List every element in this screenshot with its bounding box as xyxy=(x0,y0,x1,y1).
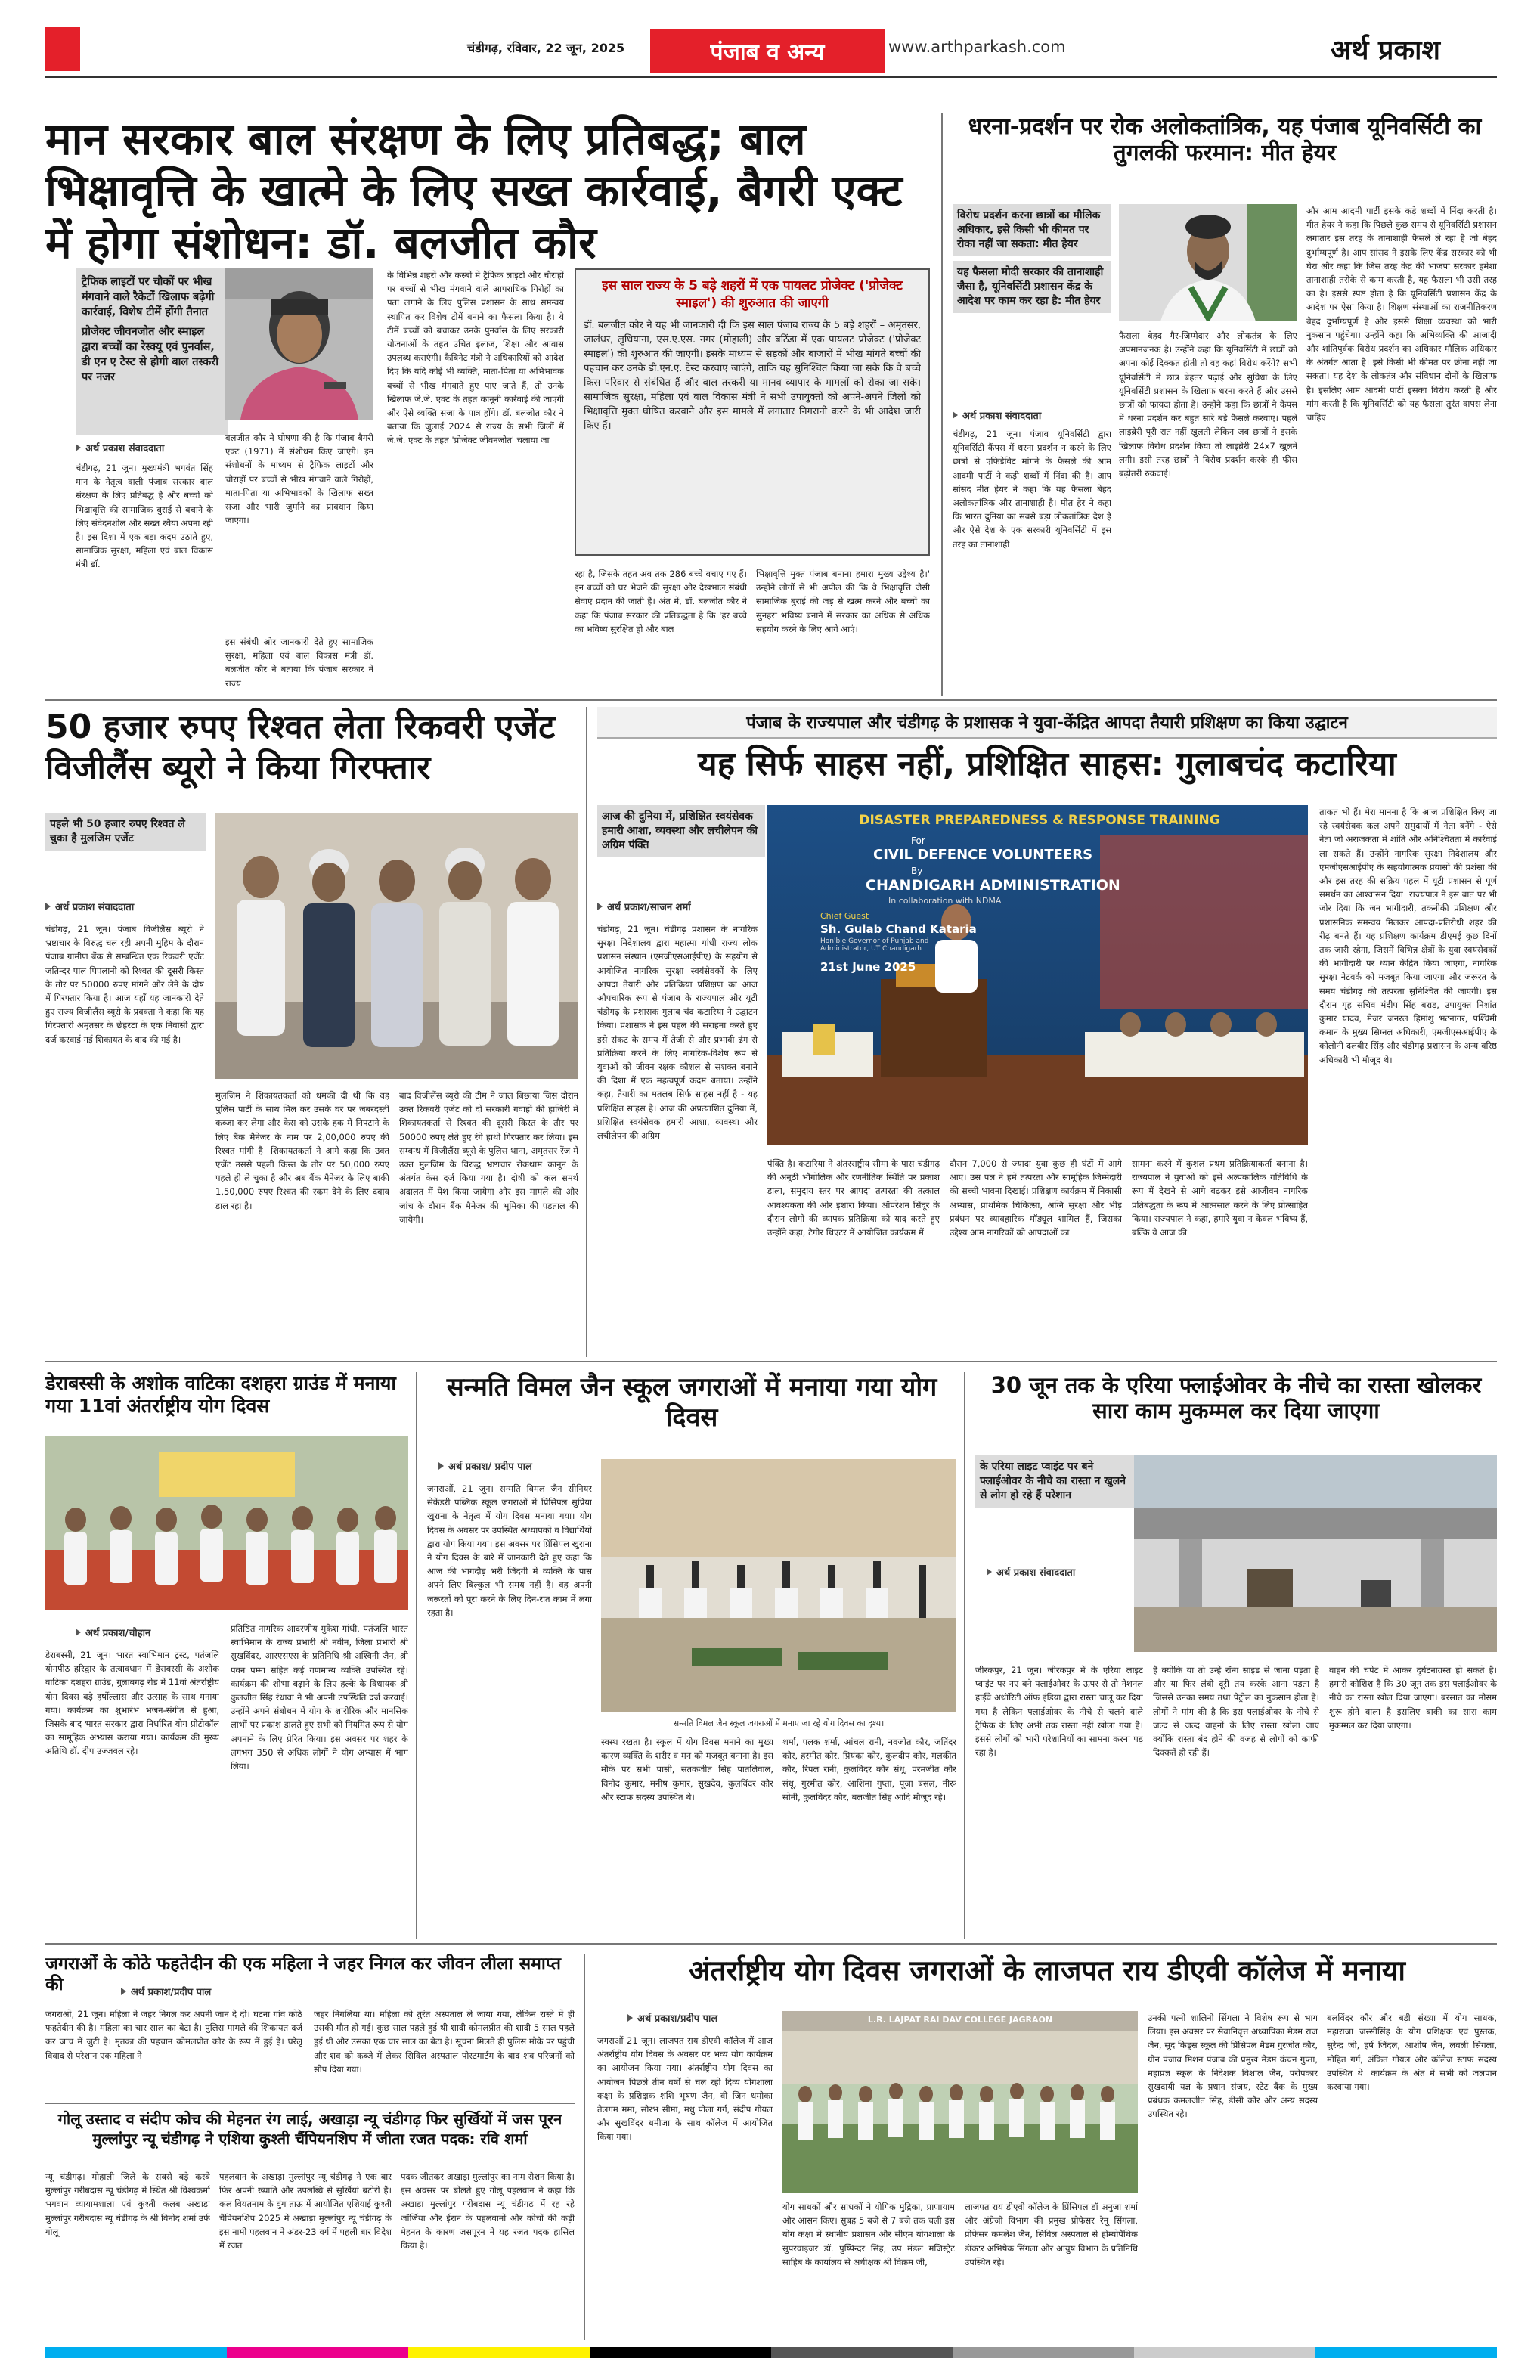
dav-col3: लाजपत राय डीएवी कॉलेज के प्रिंसिपल डॉ अनुजा शर्मा और अंग्रेजी विभाग की प्रमुख प्रोफेसर रेनू सिंगला, प्रोफेसर कमलेश जैन, सिविल अस्पताल से होम्योपैथिक डॉक्टर अभिषेक सिंगला और आयुष विभाग के प्रतिनिधि उपस्थित रहे। xyxy=(965,2202,1138,2267)
wrestle-col2: पहलवान के अखाड़ा मुल्लांपुर न्यू चंडीगढ़ ने एक बार फिर अपनी ख्याति और उपलब्धि से सुर्खियां बटोरी हैं। कल वियतनाम के वुंग ताऊ में आयोजित एशियाई कुश्ती चैंपियनशिप 2025 में अखाड़ा मुल्लांपुर न्यू चंडीगढ़ के इस नामी पहलवान ने अंडर-23 वर्ग में पहली बार विदेश में रजत xyxy=(219,2171,392,2251)
section-tab xyxy=(650,29,885,73)
stage-backdrop-role: Hon'ble Governor of Punjab and Administrator, UT Chandigarh xyxy=(820,937,929,953)
lead-pull-body: डॉ. बलजीत कौर ने यह भी जानकारी दी कि इस साल पंजाब राज्य के 5 बड़े शहरों – अमृतसर, जालंधर, लुधियाना, एस.ए.एस. नगर (मोहाली) और बठिंडा में एक पायलट प्रोजेक्ट ('प्रोजेक्ट स्माइल') की शुरुआत की जाएगी। इसके माध्यम से सड़कों और बाजारों में भीख मांगते बच्चों की पहचान कर उनके डी.एन.ए. टेस्ट करवाए जाएंगे, ताकि यह सुनिश्चित किया जा सके कि वे बच्चे किस परिवार से संबंधित हैं और बाल तस्करी या मानव व्यापार के मामलों को रोका जा सके। सामाजिक सुरक्षा, महिला एवं बाल विकास मंत्री ने सभी उपायुक्तों को अपने-अपने जिलों को भिक्षावृत्ति मुक्त घोषित करवाने और इस मामले में लगातार निगरानी करने के भी आदेश जारी किए हैं। xyxy=(584,320,921,432)
dav-col5: बलविंदर कौर और बड़ी संख्या में योग साधक, महाराजा जस्सीसिंह के योग प्रशिक्षक एवं पुस्तक, सुरेन्द्र जी, हर्ष जिंदल, आशीष जैन, लवली सिंगला, मोहित गर्ग, अंकित गोयल और कॉलेज स्टाफ सदस्य उपस्थित थे। कार्यक्रम के अंत में सभी को जलपान करवाया गया। xyxy=(1327,2013,1497,2093)
person-1 xyxy=(237,856,285,1036)
horizontal-rule-3 xyxy=(45,1943,1497,1945)
horizontal-rule-2 xyxy=(45,1361,1497,1362)
disaster-banner xyxy=(597,707,1497,739)
wrestle-col3: पदक जीतकर अखाड़ा मुल्लांपुर का नाम रोशन किया है। इस अवसर पर बोलते हुए गोलू पहलवान ने कहा कि अखाड़ा मुल्लांपुर गरीबदास न्यू चंडीगढ़ में रह रहे जॉर्जिया और ईरान के पहलवानों और कोचों की कड़ी मेहनत के कारण जसपूरन ने यह रजत पदक हासिल किया है। xyxy=(401,2171,575,2251)
sanmati-col2: स्वस्थ रखता है। स्कूल में योग दिवस मनाने का मुख्य कारण व्यक्ति के शरीर व मन को मजबूत बनाना है। इस मौके पर सभी पासी, सतकजीत सिंह पातलिवाल, विनोद कुमार, मनीष कुमार, सुखदेव, कुलविंदर कौर और स्टाफ सदस्य उपस्थित थे। xyxy=(601,1737,773,1802)
disaster-col4: सामना करने में कुशल प्रथम प्रतिक्रियाकर्ता बनाना है। राज्यपाल ने युवाओं को इसे अल्पकालिक गतिविधि के रूप में देखने से आगे बढ़कर इसे आजीवन नागरिक प्रतिबद्धता के रूप में आत्मसात करने के लिए प्रोत्साहित किया। राज्यपाल ने कहा, हमारे युवा न केवल भविष्य हैं, बल्कि वे आज की xyxy=(1132,1158,1308,1238)
color-swatch xyxy=(408,2347,590,2358)
disaster-byline: अर्थ प्रकाश/साजन शर्मा xyxy=(597,900,691,913)
death-col2: जहर निगलिया था। महिला को तुरंत अस्पताल ले जाया गया, लेकिन रास्ते में ही उसकी मौत हो गई। कुछ साल पहले हुई थी शादी कोमलप्रीत की शादी 5 साल पहले हुई थी और उसका एक चार साल का बेटा है। सूचना मिलते ही पुलिस मौके पर पहुंची और शव को कब्जे में लेकर सिविल अस्पताल पोस्टमार्टम के बाद शव परिजनों को सौंप दिया गया। xyxy=(314,2009,575,2075)
bribe-byline: अर्थ प्रकाश संवाददाता xyxy=(45,900,134,913)
lead-col4: रहा है, जिसके तहत अब तक 286 बच्चे बचाए गए हैं। इन बच्चों को घर भेजने की सुरक्षा और देखभाल संबंधी सेवाएं प्रदान की जाती हैं। अंत में, डॉ. बलजीत कौर ने कहा कि पंजाब सरकार की प्रतिबद्धता है कि 'हर बच्चे का भविष्य सुरक्षित हो और बाल xyxy=(575,569,747,634)
vertical-divider-3 xyxy=(416,1372,417,1939)
stage-backdrop-by: By xyxy=(911,866,923,876)
pu-box1: विरोध प्रदर्शन करना छात्रों का मौलिक अधिकार, इसे किसी भी कीमत पर रोका नहीं जा सकता: मीत हेयर xyxy=(953,204,1111,256)
death-col1: जगराओं, 21 जून। महिला ने जहर निगल कर अपनी जान दे दी। घटना गांव कोठे फहतेदीन की है। महिला का चार साल का बेटा है। पुलिस मामले की शिकायत दर्ज कर जांच में जुटी है। मृतका की पहचान कोमलप्रीत कौर के रूप में हुई है। घरेलू विवाद से परेशान एक महिला ने xyxy=(45,2009,302,2061)
stage-backdrop-name: Sh. Gulab Chand Kataria xyxy=(820,922,977,936)
lead-highlight-1: ट्रैफिक लाइटों पर चौकों पर भीख मंगवाने वाले रैकेटों खिलाफ बढ़ेगी कार्रवाई, विशेष टीमें होंगी तैनात xyxy=(82,276,215,318)
sanmati-byline: अर्थ प्रकाश/ प्रदीप पाल xyxy=(438,1459,532,1473)
color-swatch xyxy=(590,2347,771,2358)
pu-col-a: और आम आदमी पार्टी इसके कड़े शब्दों में निंदा करती है। मीत हेयर ने कहा कि पिछले कुछ समय से यूनिवर्सिटी प्रशासन लगातार इस तरह के तानाशाही फैसले ले रहा है जो बेहद दुर्भाग्यपूर्ण है। आप सांसद ने इसके लिए केंद्र सरकार को भी घेरा और कहा कि जिस तरह केंद्र की भाजपा सरकार हमेशा तानाशाही तरीके से काम करती है, यह फैसला भी उसी तरह का है। इससे स्पष्ट होता है कि यूनिवर्सिटी प्रशासन केंद्र के आदेश पर ऐसा किया है। शिक्षण संस्थाओं का राजनीतिकरण बेहद दुर्भाग्यपूर्ण है और इससे शिक्षा व्यवस्था को भारी नुकसान पहुंचेगा। उन्होंने कहा कि अभिव्यक्ति की आजादी और शांतिपूर्वक विरोध प्रदर्शन का अधिकार मौलिक अधिकार के अंतर्गत आता है। इसे किसी भी कीमत पर छीना नहीं जा सकता। यह देश के लोकतंत्र और संविधान दोनों के खिलाफ है। इसलिए आम आदमी पार्टी इसका विरोध करती है और मांग करती है कि यूनिवर्सिटी को यह फैसला तुरंत वापस लेना चाहिए। xyxy=(1306,206,1497,423)
flyover-col2: है क्योंकि या तो उन्हें रॉन्ग साइड से जाना पड़ता है और या फिर लंबी दूरी तय करके आना पड़ता है जिससे उनका समय तथा पेट्रोल का नुकसान होता है। लोगों ने मांग की है कि इस फ्लाईओवर के नीचे से जल्द से जल्द वाहनों के लिए रास्ता खोला जाए क्योंकि रास्ता बंद होने की वजह से लोगों को काफी दिक्कतें हो रही हैं। xyxy=(1153,1665,1319,1759)
stage-backdrop-title: DISASTER PREPAREDNESS & RESPONSE TRAINING xyxy=(859,813,1220,828)
dera-headline: डेराबस्सी के अशोक वाटिका दशहरा ग्राउंड में मनाया गया 11वां अंतर्राष्ट्रीय योग दिवस xyxy=(45,1372,396,1417)
color-swatch xyxy=(771,2347,953,2358)
pu-headline: धरना-प्रदर्शन पर रोक अलोकतांत्रिक, यह पंजाब यूनिवर्सिटी का तुगलकी फरमान: मीत हेयर xyxy=(968,113,1482,167)
corner-red-block xyxy=(45,27,80,71)
stage-backdrop-for: For xyxy=(911,835,925,846)
pu-col-c: चंडीगढ़, 21 जून। पंजाब यूनिवर्सिटी द्वारा यूनिवर्सिटी कैंपस में धरना प्रदर्शन न करने के लिए छात्रों से एफिडेविट मांगने के फैसले की आम आदमी पार्टी ने कड़ी शब्दों में निंदा की है। आप सांसद मीत हेयर ने कहा कि यह फैसला बेहद अलोकतांत्रिक और तानाशाही है। मीत हेर ने कहा कि भारत दुनिया का सबसे बड़ा लोकतांत्रिक देश है और ऐसे देश के एक सरकारी यूनिवर्सिटी में इस तरह का तानाशाही xyxy=(953,429,1111,550)
section-tab-label: पंजाब व अन्य xyxy=(710,39,825,66)
pu-byline: अर्थ प्रकाश संवाददाता xyxy=(953,408,1041,422)
dera-col1: डेराबस्सी, 21 जून। भारत स्वाभिमान ट्रस्ट, पतंजलि योगपीठ हरिद्वार के तत्वावधान में डेराबस्सी के अशोक वाटिका दशहरा ग्राउंड, गुलाबगढ़ रोड में 11वां अंतर्राष्ट्रीय योग दिवस बड़े हर्षोल्लास और उत्साह के साथ मनाया गया। कार्यक्रम का शुभारंभ भजन-संगीत से हुआ, जिसके बाद भारत सरकार द्वारा निर्धारित योग प्रोटोकॉल का सामूहिक अभ्यास कराया गया। कार्यक्रम की मुख्य अतिथि डॉ. दीप उज्जवल रहे। xyxy=(45,1650,219,1757)
flyover-byline: अर्थ प्रकाश संवाददाता xyxy=(987,1565,1075,1579)
stage-backdrop-line2: CHANDIGARH ADMINISTRATION xyxy=(866,877,1120,894)
vertical-divider-5 xyxy=(584,1954,585,2340)
dav-yoga-photo xyxy=(782,2011,1138,2193)
pu-portrait-photo xyxy=(1119,204,1297,321)
disaster-banner-text: पंजाब के राज्यपाल और चंडीगढ़ के प्रशासक ने युवा-केंद्रित आपदा तैयारी प्रशिक्षण का किया उद्घाटन xyxy=(746,714,1348,733)
dav-col4: उनकी पत्नी शालिनी सिंगला ने विशेष रूप से भाग लिया। इस अवसर पर सेवानिवृत्त अध्यापिका मैडम राज जैन, सूद किड्स स्कूल की प्रिंसिपल मैडम गुरजीत कौर, ग्रीन पंजाब मिशन पंजाब की प्रमुख मैडम कंचन गुप्ता, महाप्रज्ञ स्कूल के निदेशक विशाल जैन, परोपकार सुखदायी यज्ञ के प्रधान संजय, स्टेट बैंक के मुख्य प्रबंधक कमलजीत सिंह, डीसी कौर और अन्य सदस्य उपस्थित रहे। xyxy=(1148,2013,1318,2120)
flyover-col1: जीरकपुर, 21 जून। जीरकपुर में के एरिया लाइट प्वाइंट पर नए बने फ्लाईओवर के ऊपर से तो नेशनल हाईवे अथॉरिटी ऑफ इंडिया द्वारा रास्ता चालू कर दिया गया है लेकिन फ्लाईओवर के नीचे से चलने वाले ट्रैफिक के लिए अभी तक रास्ता नहीं खोला गया है। इससे लोगों को भारी परेशानियों का सामना करना पड़ रहा है। xyxy=(975,1665,1143,1759)
color-swatch xyxy=(953,2347,1134,2358)
color-swatch xyxy=(227,2347,408,2358)
death-headline: जगराओं के कोठे फहतेदीन की एक महिला ने जहर निगल कर जीवन लीला समाप्त की xyxy=(45,1954,562,1995)
lead-col1: चंडीगढ़, 21 जून। मुख्यमंत्री भगवंत सिंह मान के नेतृत्व वाली पंजाब सरकार बाल संरक्षण के लिए प्रतिबद्ध है और बच्चों को भिक्षावृत्ति की सामाजिक बुराई से बचाने के लिए संवेदनशील और सख्त रवैया अपना रही है। इस दिशा में एक बड़ा कदम उठाते हुए, सामाजिक सुरक्षा, महिला एवं बाल विकास मंत्री डॉ. xyxy=(76,463,213,570)
flyover-col3: वाहन की चपेट में आकर दुर्घटनाग्रस्त हो सकते हैं। हमारी कोशिश है कि 30 जून तक इस फ्लाईओवर के नीचे का रास्ता खोल दिया जाएगा। बरसात का मौसम शुरू होने वाला है इसलिए बाकी का सारा काम मुकम्मल कर दिया जाएगा। xyxy=(1329,1665,1497,1731)
masthead-site[interactable]: www.arthparkash.com xyxy=(888,38,1066,56)
pu-quote-box xyxy=(953,204,1111,393)
lead-photo-caption: बलजीत कौर ने घोषणा की है कि पंजाब बैगरी एक्ट (1971) में संशोधन किए जाएंगे। इन संशोधनों के माध्यम से ट्रैफिक लाइटों और चौराहों पर बच्चों से भीख मंगवाने वाले गिरोहों, माता-पिता या अभिभावकों के खिलाफ सख्त सजा और भारी जुर्माने का प्रावधान किया जाएगा। xyxy=(225,432,373,526)
sanmati-yoga-photo xyxy=(601,1459,956,1712)
disaster-headline: यह सिर्फ साहस नहीं, प्रशिक्षित साहस: गुलाबचंद कटारिया xyxy=(698,745,1396,783)
disaster-col2: पंक्ति है। कटारिया ने अंतरराष्ट्रीय सीमा के पास चंडीगढ़ की अनूठी भौगोलिक और रणनीतिक स्थिति पर प्रकाश डाला, समुदाय स्तर पर आपदा तत्परता की तत्काल आवश्यकता की ओर इशारा किया। ऑपरेशन सिंदूर के दौरान लोगों की व्यापक प्रतिक्रिया को याद करते हुए उन्होंने कहा, टैगोर थिएटर में आयोजित कार्यक्रम में xyxy=(767,1158,940,1238)
lead-byline: अर्थ प्रकाश संवाददाता xyxy=(76,441,164,454)
sanmati-col1: जगराओं, 21 जून। सन्मति विमल जैन सीनियर सेकेंडरी पब्लिक स्कूल जगराओं में प्रिंसिपल सुप्रिया खुराना के नेतृत्व में योग दिवस मनाया गया। योग दिवस के अवसर पर उपस्थित अध्यापकों व विद्यार्थियों द्वारा योग किया गया। इस अवसर पर प्रिंसिपल खुराना ने योग दिवस के बारे में जानकारी देते हुए कहा कि आज की भागदौड़ भरी जिंदगी में व्यक्ति के पास अपने लिए बिल्कुल भी समय नहीं है। वह अपनी जरूरतों को पूरा करने के लिए दिन-रात काम में लगा रहता है। xyxy=(427,1483,592,1618)
bribe-group-photo xyxy=(215,813,578,1079)
bribe-col2: मुलजिम ने शिकायतकर्ता को धमकी दी थी कि वह पुलिस पार्टी के साथ मिल कर उसके घर पर जबरदस्ती कब्जा कर लेगा और केस को उसके हक में निपटाने के लिए बैंक मैनेजर के नाम पर 2,00,000 रुपए की रिश्वत मांगी है। शिकायतकर्ता ने आगे कहा कि उक्त एजेंट उससे पहली किस्त के तौर पर 50,000 रुपए पहले ही ले चुका है और अब बैंक मैनेजर के लिए बाकी 1,50,000 रुपए रिश्वत की रकम देने के लिए दबाव डाल रहा है। xyxy=(215,1090,389,1211)
lead-headline: मान सरकार बाल संरक्षण के लिए प्रतिबद्ध; बाल भिक्षावृत्ति के खात्मे के लिए सख्त कार्रवाई, बैगरी एक्ट में होगा संशोधन: डॉ. बलजीत कौर xyxy=(45,113,903,268)
stage-backdrop-guest: Chief Guest xyxy=(820,911,869,921)
disaster-stage-photo xyxy=(767,805,1308,1145)
stage-backdrop-collab: In collaboration with NDMA xyxy=(888,896,1002,906)
wrestle-col1: न्यू चंडीगढ़। मोहाली जिले के सबसे बड़े कस्बे मुल्लांपुर गरीबदास न्यू चंडीगढ़ में स्थित श्री विश्वकर्मा भगवान व्यायामशाला एवं कुश्ती कलब अखाड़ा मुल्लांपुर गरीबदास न्यू चंडीगढ़ के श्री विनोद शर्मा उर्फ गोलू xyxy=(45,2171,210,2237)
pu-col-b: फैसला बेहद गैर-जिम्मेदार और लोकतंत्र के लिए अपमानजनक है। उन्होंने कहा कि यूनिवर्सिटी में छात्रों को अपना कोई दिक्कत होती तो वह कहां विरोध करेंगे? सभी यूनिवर्सिटी में छात्र बेहतर पढ़ाई और सुविधा के लिए यूनिवर्सिटी प्रशासन के खिलाफ धरना करते हैं और उससे छात्रों को फायदा होता है। उन्होंने कहा कि छात्रों ने कैंपस में धरना प्रदर्शन कर बहुत सारे बड़े फैसले करवाए। पहले लाइब्रेरी पूरी रात नहीं खुलती लेकिन जब छात्रों ने इसके खिलाफ विरोध प्रदर्शन किया तो लाइब्रेरी 24x7 खुलने लगी। इसी तरह छात्रों ने विरोध प्रदर्शन करके ही फीस बढ़ोतरी रुकवाई। xyxy=(1119,330,1297,479)
bribe-col3: बाद विजीलैंस ब्यूरो की टीम ने जाल बिछाया जिस दौरान उक्त रिकवरी एजेंट को दो सरकारी गवाहों की हाजिरी में शिकायतकर्ता से रिश्वत की दूसरी किस्त के तौर पर 50000 रुपए लेते हुए रंगे हाथों गिरफ्तार कर लिया। इस सम्बन्ध में विजीलैंस ब्यूरो के पुलिस थाना, अमृतसर रेंज में उक्त मुलजिम के विरुद्ध भ्रष्टाचार रोकथाम कानून के अंतर्गत केस दर्ज किया गया है। दोषी को कल समर्थ अदालत में पेश किया जायेगा और इस मामले की और जांच के दौरान बैंक मैनेजर की भूमिका की पड़ताल की जायेगी। xyxy=(399,1090,578,1225)
lead-pull-box xyxy=(575,268,930,556)
stage-backdrop-line1: CIVIL DEFENCE VOLUNTEERS xyxy=(873,847,1093,863)
bribe-col1: चंडीगढ़, 21 जून। पंजाब विजीलैंस ब्यूरो ने भ्रष्टाचार के विरुद्ध चल रही अपनी मुहिम के दौरान पंजाब ग्रामीण बैंक से सम्बन्धित एक रिकवरी एजेंट जतिन्दर पाल पिपलानी को रिश्वत की दूसरी किस्त के तौर पर 50000 रुपए मांगने और लेने के दोष में गिरफ्तार किया है। आज यहाँ यह जानकारी देते हुए राज्य विजीलैंस ब्यूरो के प्रवक्ता ने कहा कि यह गिरफ्तारी अमृतसर के छेहरटा के एक निवासी द्वारा दर्ज करवाई गई शिकायत के बाद की गई है। xyxy=(45,924,204,1045)
sanmati-col3: शर्मा, पलक शर्मा, आंचल रानी, नवजोत कौर, जतिंदर कौर, हरमीत कौर, प्रियंका कौर, कुलदीप कौर, मलकीत कौर, रिंपल रानी, कुलविंदर कौर संधू, परमजीत कौर संधू, गुरमीत कौर, आशिमा गुप्ता, पूजा बंसल, नीरू सोनी, कुलविंदर कौर, बलजीत सिंह आदि मौजूद रहे। xyxy=(782,1737,956,1802)
masthead-paper-name: अर्थ प्रकाश xyxy=(1331,35,1440,66)
lead-pull-title: इस साल राज्य के 5 बड़े शहरों में एक पायलट प्रोजेक्ट ('प्रोजेक्ट स्माइल') की शुरुआत की जाएगी xyxy=(602,278,903,311)
print-color-bar xyxy=(45,2347,1497,2358)
dav-col1: जगराओं 21 जून। लाजपत राय डीएवी कॉलेज में आज अंतर्राष्ट्रीय योग दिवस के अवसर पर भव्य योग कार्यक्रम का आयोजन किया गया। अंतर्राष्ट्रीय योग दिवस का आयोजन पिछले तीन वर्षों से चल रही दिव्य योगशाला कक्षा के प्रशिक्षक शशि भूषण जैन, वी जिन धमोका तेलगम ममा, सौरभ सीमा, मधु पोला गर्ग, संदीप गोयल और सुखविंदर धमीजा के साथ कॉलेज में आयोजित किया गया। xyxy=(597,2035,773,2143)
lead-col5: भिक्षावृत्ति मुक्त पंजाब बनाना हमारा मुख्य उद्देश्य है।' उन्होंने लोगों से भी अपील की कि वे भिक्षावृत्ति जैसी सामाजिक बुराई की जड़ से खत्म करने और बच्चों का सुनहरा भविष्य बनाने में सरकार का अधिक से अधिक सहयोग करने के लिए आगे आएं। xyxy=(756,569,930,634)
vertical-divider-4 xyxy=(964,1372,965,1939)
vertical-divider-2 xyxy=(586,707,587,1357)
sanmati-headline: सन्मति विमल जैन स्कूल जगराओं में मनाया गया योग दिवस xyxy=(446,1372,937,1433)
color-swatch xyxy=(1134,2347,1315,2358)
lead-col2: इस संबंधी ओर जानकारी देते हुए सामाजिक सुरक्षा, महिला एवं बाल विकास मंत्री डॉ. बलजीत कौर ने बताया कि पंजाब सरकार ने राज्य xyxy=(225,637,373,688)
flyover-road-photo xyxy=(1134,1455,1497,1652)
dav-col2: योग साधकों और साधकों ने योगिक मुद्रिका, प्राणायाम और आसन किए। सुबह 5 बजे से 7 बजे तक चली इस योग कक्षा में स्थानीय प्रशासन और सीएम योगशाला के सुपरवाइजर डॉ. पुष्पिन्दर सिंह, उप मंडल मजिस्ट्रेट साहिब के कार्यालय से अधीक्षक श्री विक्रम जी, xyxy=(782,2202,955,2267)
dav-headline: अंतर्राष्ट्रीय योग दिवस जगराओं के लाजपत राय डीएवी कॉलेज में मनाया xyxy=(689,1954,1405,1987)
disaster-col1: चंडीगढ़, 21 जून। चंडीगढ़ प्रशासन के नागरिक सुरक्षा निदेशालय द्वारा महात्मा गांधी राज्य लोक प्रशासन संस्थान (एमजीएसआईपीए) के सहयोग से आयोजित नागरिक सुरक्षा स्वयंसेवकों के लिए आपदा तैयारी और प्रतिक्रिया प्रशिक्षण का आज औपचारिक रूप से पंजाब के राज्यपाल और यूटी चंडीगढ़ के प्रशासक गुलाब चंद कटारिया ने उद्घाटन किया। प्रशासक ने इस पहल की सराहना करते हुए इसे संकट के समय में तेजी से और प्रभावी ढंग से प्रतिक्रिया करने के लिए नागरिक-विशेष रूप से युवाओं को जीवन रक्षक कौशल से सशक्त बनाने की दिशा में एक महत्वपूर्ण कदम बताया। उन्होंने कहा, तैयारी का मतलब सिर्फ साहस नहीं है - यह प्रशिक्षित साहस है। आज की अप्रत्याशित दुनिया में, प्रशिक्षित स्वयंसेवक हमारी आशा, व्यवस्था और लचीलेपन की अग्रिम xyxy=(597,924,758,1142)
death-byline: अर्थ प्रकाश/प्रदीप पाल xyxy=(121,1985,211,1998)
lead-highlight-2: प्रोजेक्ट जीवनजोत और स्माइल द्वारा बच्चों का रेस्क्यू एवं पुनर्वास, डी एन ए टेस्ट से होगी बाल तस्करी पर नजर xyxy=(82,326,218,383)
dera-col2: प्रतिष्ठित नागरिक आदरणीय मुकेश गांधी, पतंजलि भारत स्वाभिमान के राज्य प्रभारी श्री नवीन, जिला प्रभारी श्री सुखविंदर, आरएसएस के प्रतिनिधि श्री अश्विनी जैन, श्री पवन पम्मा सहित कई गणमान्य व्यक्ति उपस्थित रहे। कार्यक्रम की शोभा बढ़ाने के लिए हल्के के विधायक श्री कुलजीत सिंह रंधावा ने भी अपनी उपस्थिति दर्ज करवाई। उन्होंने अपने संबोधन में योग के शारीरिक और मानसिक लाभों पर प्रकाश डालते हुए सभी को नियमित रूप से योग अपनाने के लिए प्रेरित किया। इस अवसर पर शहर के लगभग 350 से अधिक लोगों ने योग अभ्यास में भाग लिया। xyxy=(231,1623,408,1772)
disaster-col3: दौरान 7,000 से ज्यादा युवा कुछ ही घंटों में आगे आए। उस पल ने हमें तत्परता और सामूहिक जिम्मेदारी की सच्ची भावना दिखाई। प्रशिक्षण कार्यक्रम में निकासी अभ्यास, प्राथमिक चिकित्सा, अग्नि सुरक्षा और भीड़ प्रबंधन पर व्यावहारिक मॉड्यूल शामिल हैं, जिसका उद्देश्य आम नागरिकों को आपदाओं का xyxy=(950,1158,1122,1238)
color-swatch xyxy=(45,2347,227,2358)
disaster-col5: ताकत भी हैं। मेरा मानना है कि आज प्रशिक्षित किए जा रहे स्वयंसेवक कल अपने समुदायों में नेता बनेंगे - ऐसे नेता जो अराजकता में शांति और अनिश्चितता में कार्रवाई ला सकते हैं। उन्होंने नागरिक सुरक्षा निदेशालय और एमजीएसआईपीए के सहयोगात्मक प्रयासों की प्रशंसा की और इस तरह की सक्रिय पहल में यूटी प्रशासन से पूर्ण समर्थन का आश्वासन दिया। राज्यपाल ने इस बात पर भी जोर दिया कि जन भागीदारी, तकनीकी प्रशिक्षण और प्रशासनिक समन्वय मिलकर आपदा-प्रतिरोधी शहर की रीढ़ बनते हैं। यह प्रशिक्षण कार्यक्रम डीएमई कुछ दिनों तक जारी रहेगा, जिसमें विभिन्न क्षेत्रों के युवा स्वयंसेवकों की भागीदारी पर ध्यान केंद्रित किया जाएगा, नागरिक सुरक्षा नेटवर्क को मजबूत किया जाएगा और जरूरत के समय चंडीगढ़ की तत्परता सुनिश्चित की जाएगी। इस दौरान गृह सचिव मंदीप सिंह बराड़, उपायुक्त निशांत कुमार यादव, मेजर जनरल हिमांशु भटनागर, पश्चिमी कमान के मुख्य सिग्नल अधिकारी, एमजीएसआईपीए के कोलोनी दलबीर सिंह और चंडीगढ़ प्रशासन के अन्य वरिष्ठ अधिकारी भी मौजूद थे। xyxy=(1319,807,1497,1065)
wrestle-headline: गोलू उस्ताद व संदीप कोच की मेहनत रंग लाई, अखाड़ा न्यू चंडीगढ़ फिर सुर्खियों में जस पूरन मुल्लांपुर न्यू चंडीगढ़ ने एशिया कुश्ती चैंपियनशिप में जीता रजत पदक: रवि शर्मा xyxy=(57,2110,562,2148)
wrestle-rule xyxy=(45,2103,575,2104)
sanmati-caption: सन्मति विमल जैन स्कूल जगराओं में मनाए जा रहे योग दिवस का दृश्य। xyxy=(673,1718,885,1728)
lead-col3: के विभिन्न शहरों और कस्बों में ट्रैफिक लाइटों और चौराहों पर बच्चों से भीख मंगवाने वाले आपराधिक गिरोहों का पता लगाने के लिए पुलिस प्रशासन के साथ समन्वय स्थापित कर विशेष टीमें बनाने का फैसला किया है। ये टीमें बच्चों को बचाकर उनके पुनर्वास के लिए सरकारी योजनाओं के तहत उचित इलाज, शिक्षा और आवास उपलब्ध कराएंगी। कैबिनेट मंत्री ने अधिकारियों को आदेश दिए कि यदि कोई भी व्यक्ति, माता-पिता या अभिभावक बच्चों से भीख मंगवाते हुए पाए जाते हैं, तो उनके खिलाफ जे.जे. एक्ट के तहत कानूनी कार्रवाई की जाएगी और ऐसे व्यक्ति सजा के पात्र होंगे। डॉ. बलजीत कौर ने बताया कि जुलाई 2024 से राज्य के सभी जिलों में जे.जे. एक्ट के तहत 'प्रोजेक्ट जीवनजोत' चलाया जा xyxy=(387,270,564,446)
bribe-headline: 50 हजार रुपए रिश्वत लेता रिकवरी एजेंट विजीलैंस ब्यूरो ने किया गिरफ्तार xyxy=(45,708,556,787)
lead-headshot-photo xyxy=(225,268,373,420)
bribe-box: पहले भी 50 हजार रुपए रिश्वत ले चुका है मुलजिम एजेंट xyxy=(45,813,206,851)
stage-backdrop-date: 21st June 2025 xyxy=(820,960,916,974)
pu-box2: यह फैसला मोदी सरकार की तानाशाही जैसा है, यूनिवर्सिटी प्रशासन केंद्र के आदेश पर काम कर रहा है: मीत हेयर xyxy=(953,261,1111,313)
flyover-box: के एरिया लाइट प्वाइंट पर बने फ्लाईओवर के नीचे का रास्ता न खुलने से लोग हो रहे हैं परेशान xyxy=(975,1455,1136,1508)
vertical-divider-lead xyxy=(941,113,943,696)
horizontal-rule-1 xyxy=(45,699,1497,701)
dav-byline: अर्थ प्रकाश/प्रदीप पाल xyxy=(627,2011,717,2025)
disaster-box: आज की दुनिया में, प्रशिक्षित स्वयंसेवक हमारी आशा, व्यवस्था और लचीलेपन की अग्रिम पंक्ति xyxy=(597,805,765,857)
flyover-headline: 30 जून तक के एरिया फ्लाईओवर के नीचे का रास्ता खोलकर सारा काम मुकम्मल कर दिया जाएगा xyxy=(990,1372,1482,1424)
color-swatch xyxy=(1315,2347,1497,2358)
lead-highlight-box xyxy=(76,268,228,435)
dera-yoga-photo xyxy=(45,1436,408,1610)
masthead-date: चंडीगढ़, रविवार, 22 जून, 2025 xyxy=(467,41,625,55)
dav-gate-sign: L.R. LAJPAT RAI DAV COLLEGE JAGRAON xyxy=(867,2015,1053,2025)
dera-byline: अर्थ प्रकाश/चौहान xyxy=(76,1625,150,1639)
masthead-rule xyxy=(45,76,1497,78)
